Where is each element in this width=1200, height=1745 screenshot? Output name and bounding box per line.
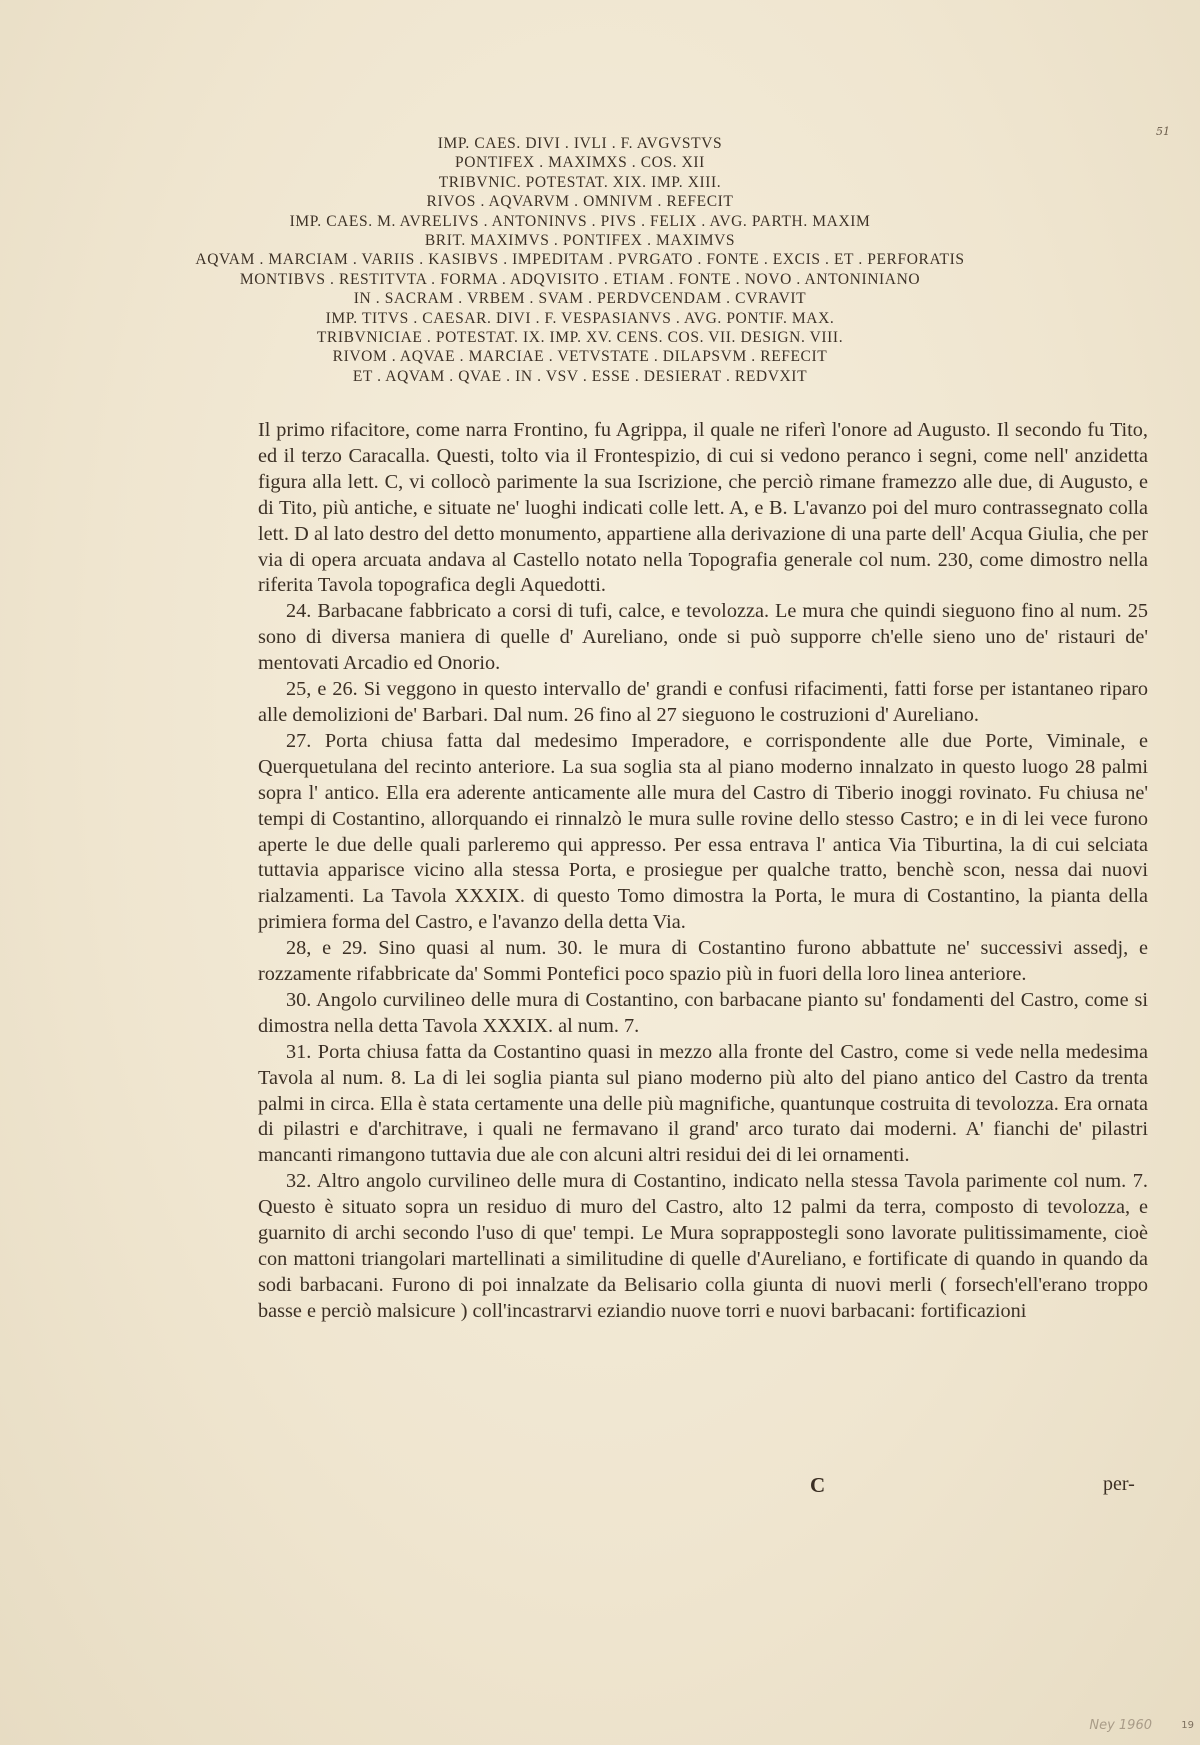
page-corner-mark: 51	[1156, 125, 1170, 138]
latin-inscription	[60, 134, 1100, 386]
inscription-line: AQVAM . MARCIAM . VARIIS . KASIBVS . IMPEDITAM . PVRGATO . FONTE . EXCIS . ET . PERFORATIS	[195, 251, 965, 269]
paragraph-31: 31. Porta chiusa fatta da Costantino quasi in mezzo alla fronte del Castro, come si vede nella medesima Tavola al num. 8. La di lei soglia pianta sul piano moderno più alto del piano antico del Castro da trenta palmi in circa. Ella è stata certamente una delle più magnifiche, quantunque costruita di tevolozza. Era ornata di pilastri e d'architrave, i quali ne fermavano il grand' arco turato dai moderni. A' fianchi de' pilastri mancanti rimangono tuttavia due ale con alcuni altri residui dei di lei ornamenti.	[258, 1040, 1148, 1167]
inscription-line: RIVOM . AQVAE . MARCIAE . VETVSTATE . DILAPSVM . REFECIT	[332, 348, 828, 366]
paragraph-30: 30. Angolo curvilineo delle mura di Costantino, con barbacane pianto su' fondamenti del Castro, come si dimostra nella detta Tavola XXXIX. al num. 7.	[258, 988, 1148, 1037]
inscription-line: TRIBVNICIAE . POTESTAT. IX. IMP. XV. CENS. COS. VII. DESIGN. VIII.	[316, 329, 844, 347]
inscription-line: BRIT. MAXIMVS . PONTIFEX . MAXIMVS	[424, 232, 736, 250]
paragraph-25-26: 25, e 26. Si veggono in questo intervallo de' grandi e confusi rifacimenti, fatti forse per istantaneo riparo alle demolizioni de' Barbari. Dal num. 26 fino al 27 sieguono le costruzioni d' Aureliano.	[258, 678, 1148, 726]
inscription-line: IN . SACRAM . VRBEM . SVAM . PERDVCENDAM . CVRAVIT	[353, 290, 807, 308]
inscription-line: IMP. TITVS . CAESAR. DIVI . F. VESPASIANVS . AVG. PONTIF. MAX.	[325, 309, 835, 327]
inscription-line: ET . AQVAM . QVAE . IN . VSV . ESSE . DESIERAT . REDVXIT	[352, 367, 808, 385]
inscription-line: MONTIBVS . RESTITVTA . FORMA . ADQVISITO . ETIAM . FONTE . NOVO . ANTONINIANO	[239, 270, 921, 288]
catchword: per-	[1103, 1473, 1135, 1495]
paragraph-32: 32. Altro angolo curvilineo delle mura di Costantino, indicato nella stessa Tavola parimente col num. 7. Questo è situato sopra un residuo di muro del Castro, alto 12 palmi da terra, composto di tevolozza, e guarnito di archi secondo l'uso di que' tempi. Le Mura soprappostegli sono lavorate pulitissimamente, cioè con mattoni triangolari martellinati a similitudine di quelle d'Aureliano, e fortificate di quando in quando da sodi barbacani. Furono di poi innalzate da Belisario colla giunta di nuovi merli ( forsech'ell'erano troppo basse e perciò malsicure ) coll'incastrarvi eziandio nuove torri e nuovi barbacani: fortificazioni	[258, 1170, 1148, 1322]
paragraph-24: 24. Barbacane fabbricato a corsi di tufi, calce, e tevolozza. Le mura che quindi sieguono fino al num. 25 sono di diversa maniera di quelle d' Aureliano, onde si può supporre ch'elle sieno uno de' ristauri de' mentovati Arcadio ed Onorio.	[258, 600, 1148, 675]
signature-mark: C	[810, 1473, 826, 1497]
body-text	[258, 418, 1148, 1325]
inscription-line: IMP. CAES. M. AVRELIVS . ANTONINVS . PIVS . FELIX . AVG. PARTH. MAXIM	[289, 212, 871, 230]
paragraph-intro: Il primo rifacitore, come narra Frontino, fu Agrippa, il quale ne riferì l'onore ad Augusto. Il secondo fu Tito, ed il terzo Caracalla. Questi, tolto via il Frontespizio, di cui si vedono peranco i segni, come nell' anzidetta figura alla lett. C, vi collocò parimente la sua Iscrizione, che perciò rimane framezzo alle due, di Augusto, e di Tito, più antiche, e situate ne' luoghi indicati colle lett. A, e B. L'avanzo poi del muro contrassegnato colla lett. D al lato destro del detto monumento, appartiene alla derivazione di una parte dell' Acqua Giulia, che per via di opera arcuata andava al Castello notato nella Topografia generale col num. 230, come dimostro nella riferita Tavola topografica degli Aquedotti.	[258, 419, 1148, 597]
paragraph-28-29: 28, e 29. Sino quasi al num. 30. le mura di Costantino furono abbattute ne' successivi assedj, e rozzamente rifabbricate da' Sommi Pontefici poco spazio più in fuori della loro linea anteriore.	[258, 937, 1148, 986]
edge-number: 19	[1181, 1720, 1194, 1731]
inscription-line: IMP. CAES. DIVI . IVLI . F. AVGVSTVS	[437, 135, 723, 152]
inscription-line: RIVOS . AQVARVM . OMNIVM . REFECIT	[426, 193, 734, 211]
paragraph-27: 27. Porta chiusa fatta dal medesimo Imperadore, e corrispondente alle due Porte, Viminale, e Querquetulana del recinto anteriore. La sua soglia sta al piano moderno innalzato in questo luogo 28 palmi sopra l' antico. Ella era aderente anticamente alle mura del Castro di Tiberio inoggi rovinato. Fu chiusa ne' tempi di Costantino, allorquando ei rinnalzò le mura sulle rovine dello stesso Castro; e in di lei vece furono aperte le due delle quali parleremo qui appresso. Per essa entrava l' antica Via Tiburtina, la di cui selciata tuttavia apparisce vicino alla stessa Porta, e prosiegue per qualche tratto, benchè scon, nessa dai nuovi rialzamenti. La Tavola XXXIX. di questo Tomo dimostra la Porta, le mura di Costantino, la pianta della primiera forma del Castro, e l'avanzo della detta Via.	[258, 729, 1148, 934]
inscription-line: TRIBVNIC. POTESTAT. XIX. IMP. XIII.	[438, 173, 722, 191]
inscription-line: PONTIFEX . MAXIMXS . COS. XII	[455, 154, 705, 172]
pencil-note: Ney 1960	[1089, 1718, 1152, 1733]
